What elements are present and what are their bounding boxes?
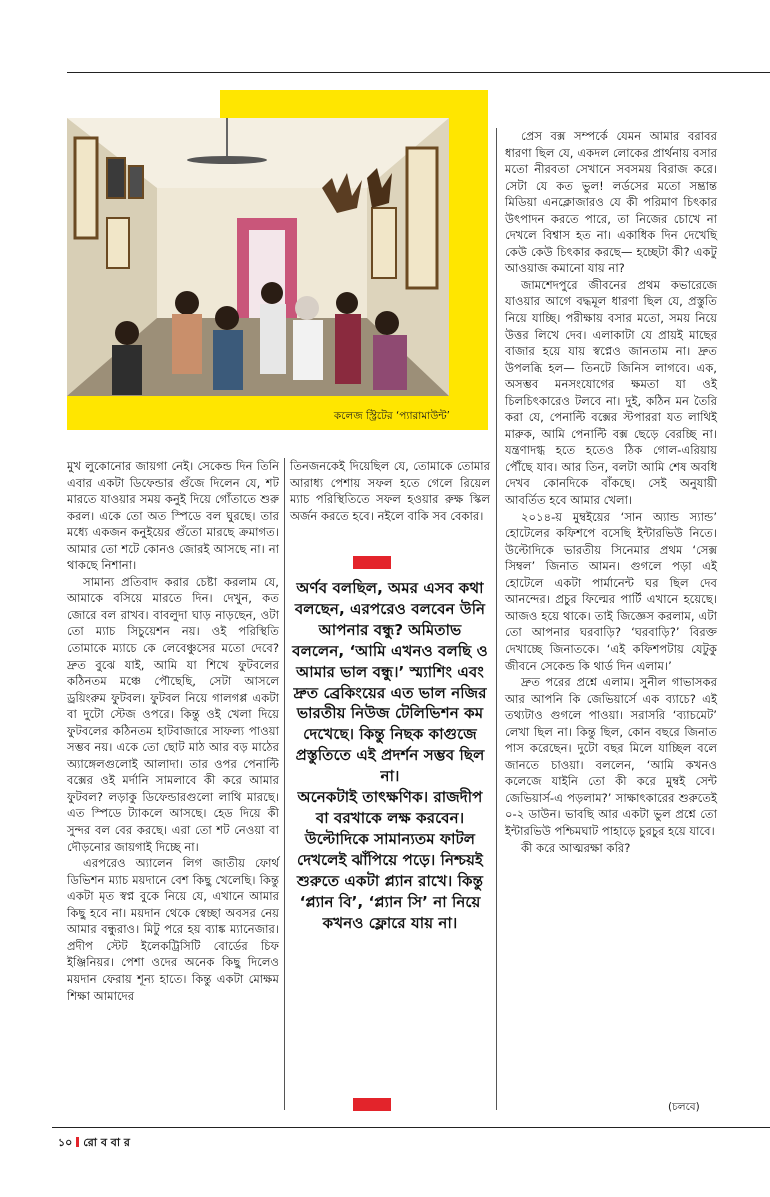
paragraph: জামশেদপুরে জীবনের প্রথম কভারেজে যাওয়ার আগে বদ্ধমূল ধারণা ছিল যে, প্রস্তুতি নিয়ে যাচ্ছি। পরীক্ষায় বসার মতো, সময় নিয়ে উত্তর লিখে দেব। এলাকাটা যে প্রায়ই মাছের বাজার হয়ে যায় স্বপ্নেও জানতাম না। দ্রুত উপলব্ধি হল— তিনটে জিনিস লাগবে। এক, অসম্ভব মনসংযোগের ক্ষমতা যা ওই চিলচিৎকারেও টলবে না। দুই, কঠিন মন তৈরি করা যে, পেনাল্টি বক্সের স্টপাররা যত লাথিই মারুক, আমি পেনাল্টি বক্স ছেড়ে বেরচ্ছি না। যন্ত্রণাদগ্ধ হতে হতেও ঠিক গোল-এরিয়ায় পৌঁছে যাব। আর তিন, বলটা আমি শেষ অবধি দেখব কোনদিকে বাঁকছে। সেই অনুযায়ী আবর্তিত হবে আমার খেলা।	[505, 277, 717, 508]
paragraph: দ্রুত পরের প্রশ্নে এলাম। সুনীল গাভাসকর আর আপনি কি জেভিয়ার্সে এক ব্যাচে? এই তথ্যটাও গুগলে পাওয়া। সরাসরি ‘ব্যাচমেট’ লেখা ছিল না। কিন্তু ছিল, কোন বছরে জিনাত পাস করেছেন। দুটো বছর মিলে যাচ্ছিল বলে জানতে চাওয়া। বললেন, ‘আমি কখনও কলেজে যাইনি তো কী করে মুম্বই সেন্ট জেভিয়ার্স-এ পড়লাম?’ সাক্ষাৎকারের শুরুতেই ০-২ ডাউন। ভাবছি আর একটা ভুল প্রশ্নে তো ইন্টারভিউ পশ্চিমঘাট পাহাড়ে চুরচুর হয়ে যাবে।	[505, 675, 717, 838]
article-column-left	[67, 458, 279, 1004]
photo-restaurant-interior	[67, 118, 449, 396]
column-divider	[496, 128, 497, 1110]
page-number: ১০	[58, 1136, 73, 1149]
paragraph: ২০১৪-য় মুম্বইয়ের ‘সান অ্যান্ড স্যান্ড’ হোটেলের কফিশপে বসেছি ইন্টারভিউ নিতে। উল্টোদিকে ভারতীয় সিনেমার প্রথম ‘সেক্স সিম্বল’ জিনাত আমন। গুগলে পড়া এই হোটেলে একটা পার্মানেন্ট ঘর ছিল দেব আনন্দের। প্রচুর ফিল্মের পার্টি এখানে হয়েছে। আজও হয়ে থাকে। তাই জিজ্ঞেস করলাম, এটা তো আপনার ঘরবাড়ি? ‘ঘরবাড়ি?’ বিরক্ত দেখাচ্ছে জিনাতকে। ‘এই কফিশপটায় যেটুকু জীবনে সেকেন্ড কি থার্ড দিন এলাম।’	[505, 509, 717, 673]
paragraph: মুখ লুকোনোর জায়গা নেই। সেকেন্ড দিন তিনি এবার একটা ডিফেন্ডার গুঁজে দিলেন যে, শট মারতে যাওয়ার সময় কনুই দিয়ে গোঁতাতে শুরু করল। একে তো অত স্পিডে বল ঘুরছে। তার মধ্যে একজন কনুইয়ের গুঁতো মারছে ক্রমাগত। আমার তো শটে কোনও জোরই আসছে না। না থাকছে নিশানা।	[67, 459, 279, 573]
folio-separator	[76, 1137, 79, 1147]
pull-quote-marker-top	[353, 556, 391, 569]
photo-caption: কলেজ স্ট্রিটের ‘প্যারামাউন্ট’	[333, 410, 450, 422]
photo-illustration	[67, 118, 449, 396]
pull-quote	[290, 578, 490, 933]
article-column-middle	[290, 458, 490, 524]
paragraph: এরপরেও অ্যালেন লিগ জাতীয় ফোর্থ ডিভিশন ম্যাচ ময়দানে বেশ কিছু খেলেছি। কিন্তু একটা মৃত স্বপ্ন বুকে নিয়ে যে, এখানে আমার কিছু হবে না। ময়দান থেকে স্বেচ্ছা অবসর নেয় আমার বন্ধুরাও। মিটু পরে হয় ব্যাঙ্ক ম্যানেজার। প্রদীপ স্টেট ইলেকট্রিসিটি বোর্ডের চিফ ইঞ্জিনিয়র। পেশা ওদের অনেক কিছু দিলেও ময়দান ফেরায় শূন্য হাতে। কিন্তু একটা মোক্ষম শিক্ষা আমাদের	[67, 856, 279, 1003]
paragraph: সামান্য প্রতিবাদ করার চেষ্টা করলাম যে, আমাকে বসিয়ে মারতে দিন। দেখুন, কত জোরে বল রাখব। বাবলুদা ঘাড় নাড়ছেন, ওটা তো ম্যাচ সিচুয়েশন নয়। ওই পরিস্থিতি তোমাকে ম্যাচে কে লেবেঞ্চুসের মতো দেবে? দ্রুত বুঝে যাই, আমি যা শিখে ফুটবলের কঠিনতম মঞ্চে পৌছেছি, সেটা আসলে ড্রয়িংরুম ফুটবল। ফুটবল নিয়ে গালগপ্প একটা বা দুটো স্টেজ ওপরে। কিন্তু ওই খেলা দিয়ে ফুটবলের কঠিনতম হাটবাজারে সাফল্য পাওয়া সম্ভব নয়। একে তো ছোট মাঠ আর বড় মাঠের অ্যাঙ্গেলগুলোই আলাদা। তার ওপর পেনাল্টি বক্সের ওই মর্দানি সামলাবে কী করে আমার ফুটবল? লড়াকু ডিফেন্ডারগুলো লাথি মারছে। এত স্পিডে ট্যাকলে আসছে। হেড দিয়ে কী সুন্দর বল বের করছে। এরা তো শট নেওয়া বা দৌড়নোর জায়গাই দিচ্ছে না।	[67, 574, 279, 854]
pull-quote-marker-bottom	[353, 1098, 391, 1111]
paragraph: কী করে আত্মরক্ষা করি?	[521, 840, 631, 855]
paragraph: প্রেস বক্স সম্পর্কে যেমন আমার বরাবর ধারণা ছিল যে, একদল লোকের প্রার্থনায় বসার মতো নীরবতা সেখানে সবসময় বিরাজ করে। সেটা যে কত ভুল! লর্ডসের মতো সম্ভ্রান্ত মিডিয়া এনক্লোজারও যে কী পরিমাণ চিৎকার উৎপাদন করতে পারে, তা নিজের চোখে না দেখলে বিশ্বাস হত না। একাধিক দিন দেখেছি কেউ কেউ চিৎকার করছে— হচ্ছেটা কী? একটু আওয়াজ কমানো যায় না?	[505, 129, 717, 276]
article-column-right	[505, 128, 717, 856]
bottom-rule	[52, 1127, 770, 1128]
pull-quote-paragraph: অর্ণব বলছিল, অমর এসব কথা বলছেন, এরপরেও বলবেন উনি আপনার বন্ধু? অমিতাভ বললেন, ‘আমি এখনও বলছি ও আমার ভাল বন্ধু।’ স্ম্যাশিং এবং দ্রুত ব্রেকিংয়ের এত ভাল নজির ভারতীয় নিউজ টেলিভিশন কম দেখেছে। কিন্তু নিছক কাগুজে প্রস্তুতিতে এই প্রদর্শন সম্ভব ছিল না।	[292, 579, 488, 786]
paragraph: তিনজনকেই দিয়েছিল যে, তোমাকে তোমার আরাধ্য পেশায় সফল হতে গেলে রিয়েল ম্যাচ পরিস্থিতিতে সফল হওয়ার রুক্ষ স্কিল অর্জন করতে হবে। নইলে বাকি সব বেকার।	[290, 459, 490, 523]
footer-folio	[58, 1134, 130, 1153]
pull-quote-paragraph: অনেকটাই তাৎক্ষণিক। রাজদীপ বা বরখাকে লক্ষ করবেন। উল্টোদিকে সামান্যতম ফাটল দেখলেই ঝাঁপিয়ে পড়ে। নিশ্চয়ই শুরুতে একটা প্ল্যান রাখে। কিন্তু ‘প্ল্যান বি’, ‘প্ল্যান সি’ না নিয়ে কখনও ফ্লোরে যায় না।	[296, 788, 484, 932]
continued-note: (চলবে)	[668, 1101, 700, 1113]
magazine-name: রো ব বা র	[83, 1136, 130, 1149]
column-divider	[284, 458, 285, 1110]
top-rule	[67, 72, 770, 73]
